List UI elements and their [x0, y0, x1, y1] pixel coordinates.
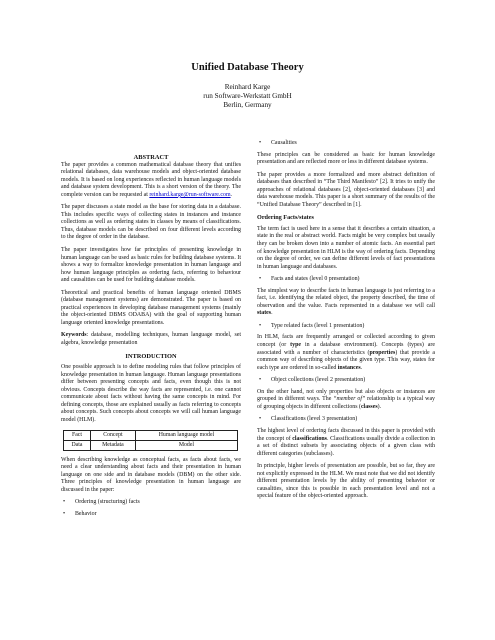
text-run: ) that provide a common way of describing objects of the given type. This way, states for each type are ordered in so-called: [257, 349, 435, 371]
intro-paragraph: One possible approach is to define modeling rules that follow principles of knowledge presentation in human language. Human language presentations differ between presenting concepts and facts, even though this is not obvious. Concepts describe the way facts are represented, i.e. one cannot communicate about facts without having the same concepts in mind. For defining concepts, those are explained usually as facts referring to concepts about concepts. Such concepts about concepts we will call human language model (HLM).: [61, 364, 241, 423]
paragraph: In principle, higher levels of presentation are possible, but so far, they are not explicitly expressed in the HLM. We must note that we did not identify different presentation levels by the ability of presenting behavior or causalities, since this is possible in each presentation level and not a special feature of the object-oriented approach.: [257, 463, 435, 500]
intro-paragraph-2: When describing knowledge as conceptual facts, as facts about facts, we need a clear understanding about facts and their presentation in human language on one side and in database models (DBM) on the other side. Three principles of knowledge presentation in human language are discussed in the paper:: [61, 456, 241, 493]
bullet-icon: •: [259, 416, 262, 423]
paragraph: In HLM, facts are frequently arranged or collected according to given concept (or type in a database environment). Concepts (types) are associated with a number of characteristics (properties) that provide a common way of describing objects of the given type. This way, states for each type are ordered in so-called instances.: [257, 334, 435, 371]
author-location: Berlin, Germany: [223, 101, 272, 109]
right-column: [257, 140, 435, 506]
paper-header: [0, 62, 495, 110]
text-run: in a database environment). Concepts (types) are associated with a number of characteristics (: [257, 342, 435, 356]
table-row: [64, 440, 238, 450]
bullet-icon: •: [63, 510, 66, 517]
text-run: The highest level of ordering facts discussed in this paper is provided with the concept of: [257, 427, 435, 442]
term-bold: classes: [360, 403, 378, 410]
keywords-text: : database, modelling techniques, human language model, set algebra, knowledge presentation: [61, 332, 241, 347]
list-item: [257, 416, 435, 424]
paragraph: The paper provides a more formalized and more abstract definition of databases than described in “The Third Manifesto” [2]. It tries to unify the approaches of relational databases [2], object-oriented databases [3] and data warehouse models. This paper is a short summary of the results of the “Unified Database Theory” described in [1].: [257, 171, 435, 208]
term-bold: properties: [369, 349, 396, 356]
bullet-icon: •: [259, 377, 262, 384]
table-cell: Fact: [64, 430, 91, 440]
term-italic: “member of”: [333, 396, 366, 403]
list-item: [257, 140, 435, 148]
list-item-text: Behavior: [75, 510, 97, 517]
table-row: [64, 430, 238, 440]
text-run: The simplest way to describe facts in human language is just referring to a fact, i.e. identifying the related object, the property described, the time of observation and the value. Facts represented in a database we will call: [257, 287, 435, 309]
paragraph: On the other hand, not only properties but also objects or instances are grouped in different ways. The “member of” relationship is a typical way of grouping objects in different collections (classes).: [257, 388, 436, 410]
paragraph: The paper investigates how far principles of presenting knowledge in human language can be used as basic rules for building database systems. It shows a way to formalize knowledge presentation in human language and how human language principles as ordering facts, referring to behaviour and causalities can be used for building database models.: [61, 247, 241, 284]
bullet-icon: •: [259, 276, 262, 283]
table-cell: Concept: [90, 430, 135, 440]
list-item: [61, 499, 241, 507]
bullet-icon: •: [259, 322, 262, 329]
table-cell: Metadata: [90, 440, 135, 450]
keywords-paragraph: [61, 332, 241, 347]
text-run: . Classifications usually divide a collection in a set of distinct subsets by associating objects of a given class with different categories (subclasses).: [257, 435, 436, 457]
keywords-label: Keywords: [61, 332, 87, 339]
section-heading: Ordering Facts/states: [257, 214, 314, 222]
author-block: [0, 83, 495, 110]
term-bold: classifications: [292, 435, 327, 442]
list-item-text: Type related facts (level 1 presentation): [271, 322, 365, 329]
paragraph: [257, 428, 435, 458]
bullet-icon: •: [259, 140, 262, 146]
text-run: On the other hand, not only properties but also objects or instances are grouped in different ways. The: [257, 388, 435, 403]
paragraph: The simplest way to describe facts in human language is just referring to a fact, i.e. identifying the related object, the property described, the time of observation and the value. Facts represented in a database we will call states.: [257, 287, 435, 317]
list-item-text: Causalities: [271, 140, 297, 146]
list-item: [257, 377, 435, 385]
term-bold: type: [290, 342, 301, 349]
table-cell: Model: [135, 440, 237, 450]
text-run: In HLM, facts are frequently arranged or collected according to given concept (or: [257, 334, 435, 349]
concept-table: [63, 430, 238, 451]
list-item-text: Classifications (level 3 presentation): [271, 416, 358, 423]
paragraph: These principles can be considered as basic for human knowledge presentation and are reflected more or less in different database systems.: [257, 151, 435, 166]
term-bold: states: [257, 310, 272, 317]
list-item: [257, 323, 435, 331]
author-org: run Software-Werkstatt GmbH: [203, 92, 292, 100]
paragraph: The paper discusses a state model as the base for storing data in a database. This includes specific ways of collecting states in instances and instance collections as well as ordering states in classes by means of classifications. Thus, database models can be described on four different levels according to the degree of order in the database.: [61, 204, 241, 241]
email-link[interactable]: reinhard.karge@run-software.com: [149, 191, 231, 198]
list-item: [61, 511, 241, 519]
text-run: relationship is a typical way of grouping objects in different collections (: [257, 396, 436, 410]
list-item-text: Object collections (level 2 presentation): [271, 377, 366, 384]
introduction-heading: INTRODUCTION: [125, 352, 177, 360]
paragraph: The term fact is used here in a sense that it describes a certain situation, a state in the real or abstract world. Facts might be very complex but usually they can be broken down into a number of atomic facts. An essential part of knowledge presentation in HLM is the way of ordering facts. Depending on the degree of order, we can define different levels of fact presentations in human language and databases.: [257, 225, 435, 270]
abstract-text: The paper provides a common mathematical database theory that unifies relational databases, data warehouse models and object-oriented database models. It is based on long experiences reflected in human language models and database system development. This is a short version of the theory. The complete version can be requested at: [61, 161, 241, 198]
author-name: Reinhard Karge: [224, 83, 271, 91]
list-item-text: Facts and states (level 0 presentation): [271, 276, 360, 283]
table-cell: Data: [64, 440, 91, 450]
list-item: [257, 276, 435, 284]
list-item-text: Ordering (structuring) facts: [75, 499, 140, 506]
term-bold: instances: [337, 364, 361, 371]
abstract-heading: ABSTRACT: [133, 154, 169, 161]
paper-title: Unified Database Theory: [191, 62, 304, 73]
abstract-paragraph: The paper provides a common mathematical database theory that unifies relational databases, data warehouse models and object-oriented database models. It is based on long experiences reflected in human language models and database system development. This is a short version of the theory. The complete version can be requested at reinhard.karge@run-software.com.: [61, 161, 241, 198]
left-column: [61, 154, 241, 522]
bullet-icon: •: [63, 499, 66, 506]
table-cell: Human language model: [135, 430, 237, 440]
paragraph: Theoretical and practical benefits of human language oriented DBMS (database management systems) are demonstrated. The paper is based on practical experiences in developing database management systems (mainly the object-oriented DBMS ODABA) with the goal of supporting human language oriented knowledge presentations.: [61, 289, 241, 326]
